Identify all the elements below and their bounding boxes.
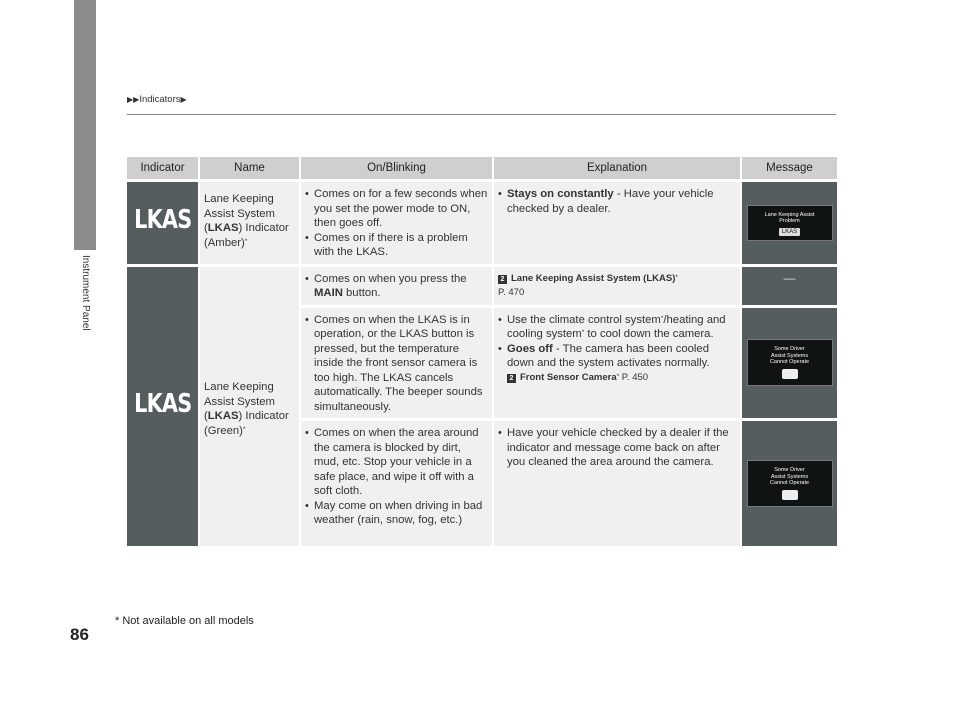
breadcrumb-arrow-icon: ▶▶: [127, 95, 140, 104]
name-abbrev: LKAS: [207, 410, 239, 423]
explanation-cell: [494, 179, 742, 264]
name-text: Lane Keeping: [204, 193, 274, 205]
name-text: (: [204, 222, 208, 234]
bullet-item: • Comes on when the LKAS is in operation, or the LKAS button is pressed, but the temperature inside the front sensor camera is too high. The LKAS cancels automatically. The beeper sounds simultaneously.: [305, 313, 483, 413]
lkas-green-indicator-cell: [127, 264, 200, 547]
table-row: [127, 179, 837, 264]
bullet-item: • Comes on if there is a problem with the LKAS.: [305, 231, 468, 258]
on-blinking-cell: [301, 418, 494, 546]
name-text: (: [204, 410, 208, 423]
name-text: ) Indicator: [238, 222, 289, 234]
reference-arrow-icon: 2: [507, 374, 516, 383]
column-header: On/Blinking: [301, 157, 494, 179]
name-text: ) Indicator: [238, 410, 289, 423]
breadcrumb-item[interactable]: Indicators: [139, 94, 181, 105]
name-cell: [200, 179, 301, 264]
message-cell: [742, 264, 837, 305]
on-blinking-cell: [301, 179, 494, 264]
name-color: (Green): [204, 424, 243, 437]
bullet-item: • Comes on when the area around the camera is blocked by dirt, mud, etc. Stop your vehicle in a safe place, and wipe it off with a soft cloth.: [305, 427, 479, 497]
column-header: Message: [742, 157, 837, 179]
breadcrumb-arrow-icon: ▶: [180, 95, 187, 104]
message-display: Some Driver Assist Systems Cannot Operate: [747, 339, 833, 386]
lkas-amber-icon: LKAS: [134, 205, 192, 235]
footnote-marker: *: [242, 425, 246, 433]
bullet-item: • Comes on for a few seconds when you set the power mode to ON, then goes off.: [305, 188, 488, 229]
bullet-item: • Stays on constantly - Have your vehicle checked by a dealer.: [498, 188, 714, 215]
camera-blocked-icon: [782, 490, 798, 500]
no-message: —: [783, 270, 796, 285]
bullet-item: • Use the climate control system*/heating and cooling system* to cool down the camera.: [498, 313, 726, 340]
footnote: * Not available on all models: [115, 615, 254, 627]
chapter-tab: [74, 0, 96, 250]
bullet-item: • May come on when driving in bad weather (rain, snow, fog, etc.): [305, 499, 483, 526]
explanation-cell: [494, 418, 742, 546]
breadcrumb: [127, 94, 187, 105]
footnote-marker: *: [244, 237, 248, 245]
column-header: Explanation: [494, 157, 742, 179]
header-divider: [127, 114, 836, 115]
lkas-icon: LKAS: [779, 228, 800, 237]
message-cell: [742, 305, 837, 419]
page-number: 86: [70, 625, 89, 644]
message-display: Lane Keeping Assist Problem LKAS: [747, 205, 833, 242]
column-header: Name: [200, 157, 301, 179]
cross-reference-link[interactable]: 2 Lane Keeping Assist System (LKAS)* P. 470: [498, 272, 678, 298]
lkas-amber-indicator-cell: [127, 179, 200, 264]
bullet-item: • Have your vehicle checked by a dealer if the indicator and message come back on after you cleaned the area around the camera.: [498, 427, 729, 468]
lkas-green-icon: LKAS: [134, 388, 192, 419]
message-cell: [742, 418, 837, 546]
message-cell: [742, 179, 837, 264]
on-blinking-cell: [301, 264, 494, 305]
name-abbrev: LKAS: [207, 222, 239, 234]
name-color: (Amber): [204, 236, 245, 249]
name-text: Assist System: [204, 395, 275, 408]
reference-arrow-icon: 2: [498, 275, 507, 284]
name-text: Lane Keeping: [204, 381, 274, 394]
camera-temperature-icon: [782, 369, 798, 379]
name-cell: [200, 264, 301, 547]
indicator-table: [127, 157, 837, 546]
explanation-cell: [494, 305, 742, 419]
table-row: [127, 264, 837, 305]
cross-reference-link[interactable]: 2 Front Sensor Camera* P. 450: [498, 371, 736, 386]
table-header-row: [127, 157, 837, 179]
on-blinking-cell: [301, 305, 494, 419]
name-text: Assist System: [204, 207, 275, 220]
explanation-cell: [494, 264, 742, 305]
column-header: Indicator: [127, 157, 200, 179]
bullet-item: • Goes off - The camera has been cooled down and the system activates normally.: [498, 342, 710, 369]
bullet-item: • Comes on when you press the MAIN button.: [305, 272, 467, 299]
message-display: Some Driver Assist Systems Cannot Operate: [747, 460, 833, 507]
chapter-label: Instrument Panel: [80, 255, 91, 331]
